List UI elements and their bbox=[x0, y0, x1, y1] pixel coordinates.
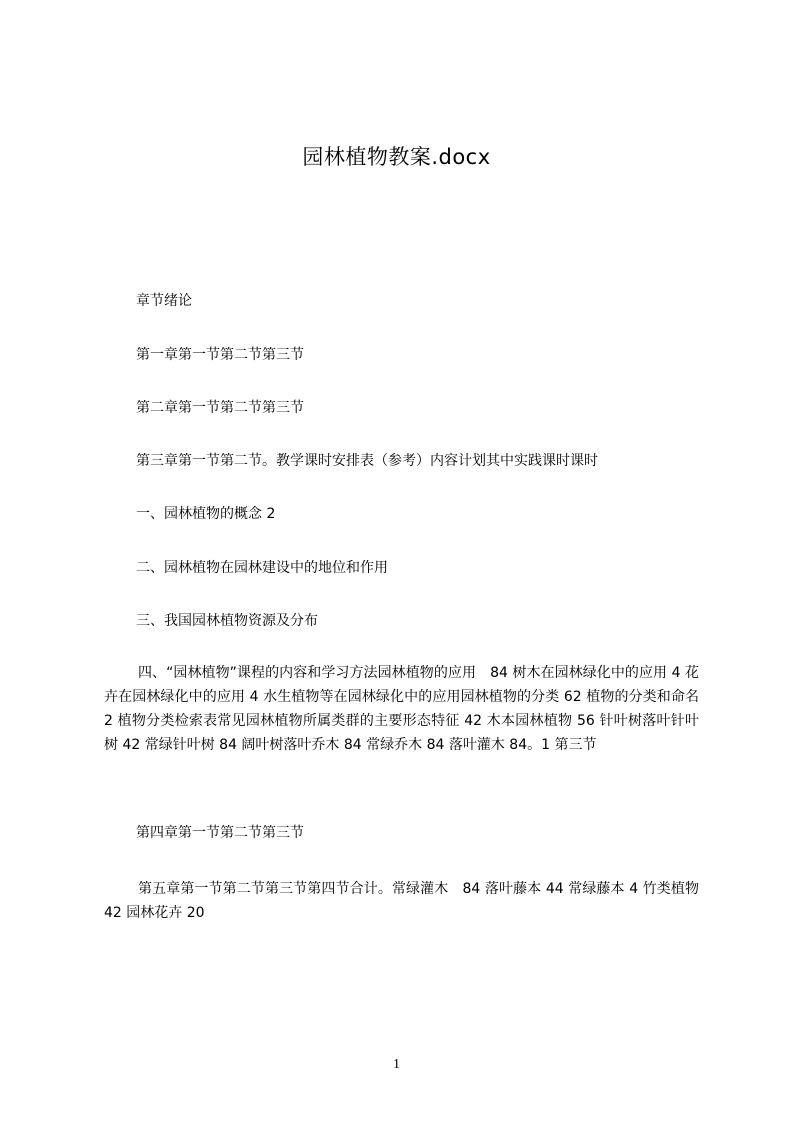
section-heading-3: 三、我国园林植物资源及分布 bbox=[136, 613, 318, 629]
section-heading-2: 二、园林植物在园林建设中的地位和作用 bbox=[136, 560, 388, 576]
page-number: 1 bbox=[393, 1057, 400, 1072]
toc-line-chapter-3: 第三章第一节第二节。教学课时安排表（参考）内容计划其中实践课时课时 bbox=[136, 453, 598, 469]
toc-line-chapter-4: 第四章第一节第二节第三节 bbox=[136, 825, 304, 841]
body-paragraph-1: 四、“园林植物”课程的内容和学习方法园林植物的应用 84 树木在园林绿化中的应用 4 花卉在园林绿化中的应用 4 水生植物等在园林绿化中的应用园林植物的分类 62 植物的分类和命名 2 植物分类检索表常见园林植物所属类群的主要形态特征 42 木本园林植物 56 针叶树落叶针叶树 42 常绿针叶树 84 阔叶树落叶乔木 84 常绿乔木 84 落叶灌木 84。1 第三节 bbox=[104, 665, 699, 753]
toc-line-chapter-1: 第一章第一节第二节第三节 bbox=[136, 347, 304, 363]
toc-line-chapter-2: 第二章第一节第二节第三节 bbox=[136, 400, 304, 416]
section-heading-1: 一、园林植物的概念 2 bbox=[136, 506, 276, 522]
body-paragraph-2: 第五章第一节第二节第三节第四节合计。常绿灌木 84 落叶藤本 44 常绿藤本 4 竹类植物 42 园林花卉 20 bbox=[104, 881, 699, 921]
document-title: 园林植物教案.docx bbox=[302, 145, 491, 169]
toc-line-intro: 章节绪论 bbox=[136, 293, 192, 309]
